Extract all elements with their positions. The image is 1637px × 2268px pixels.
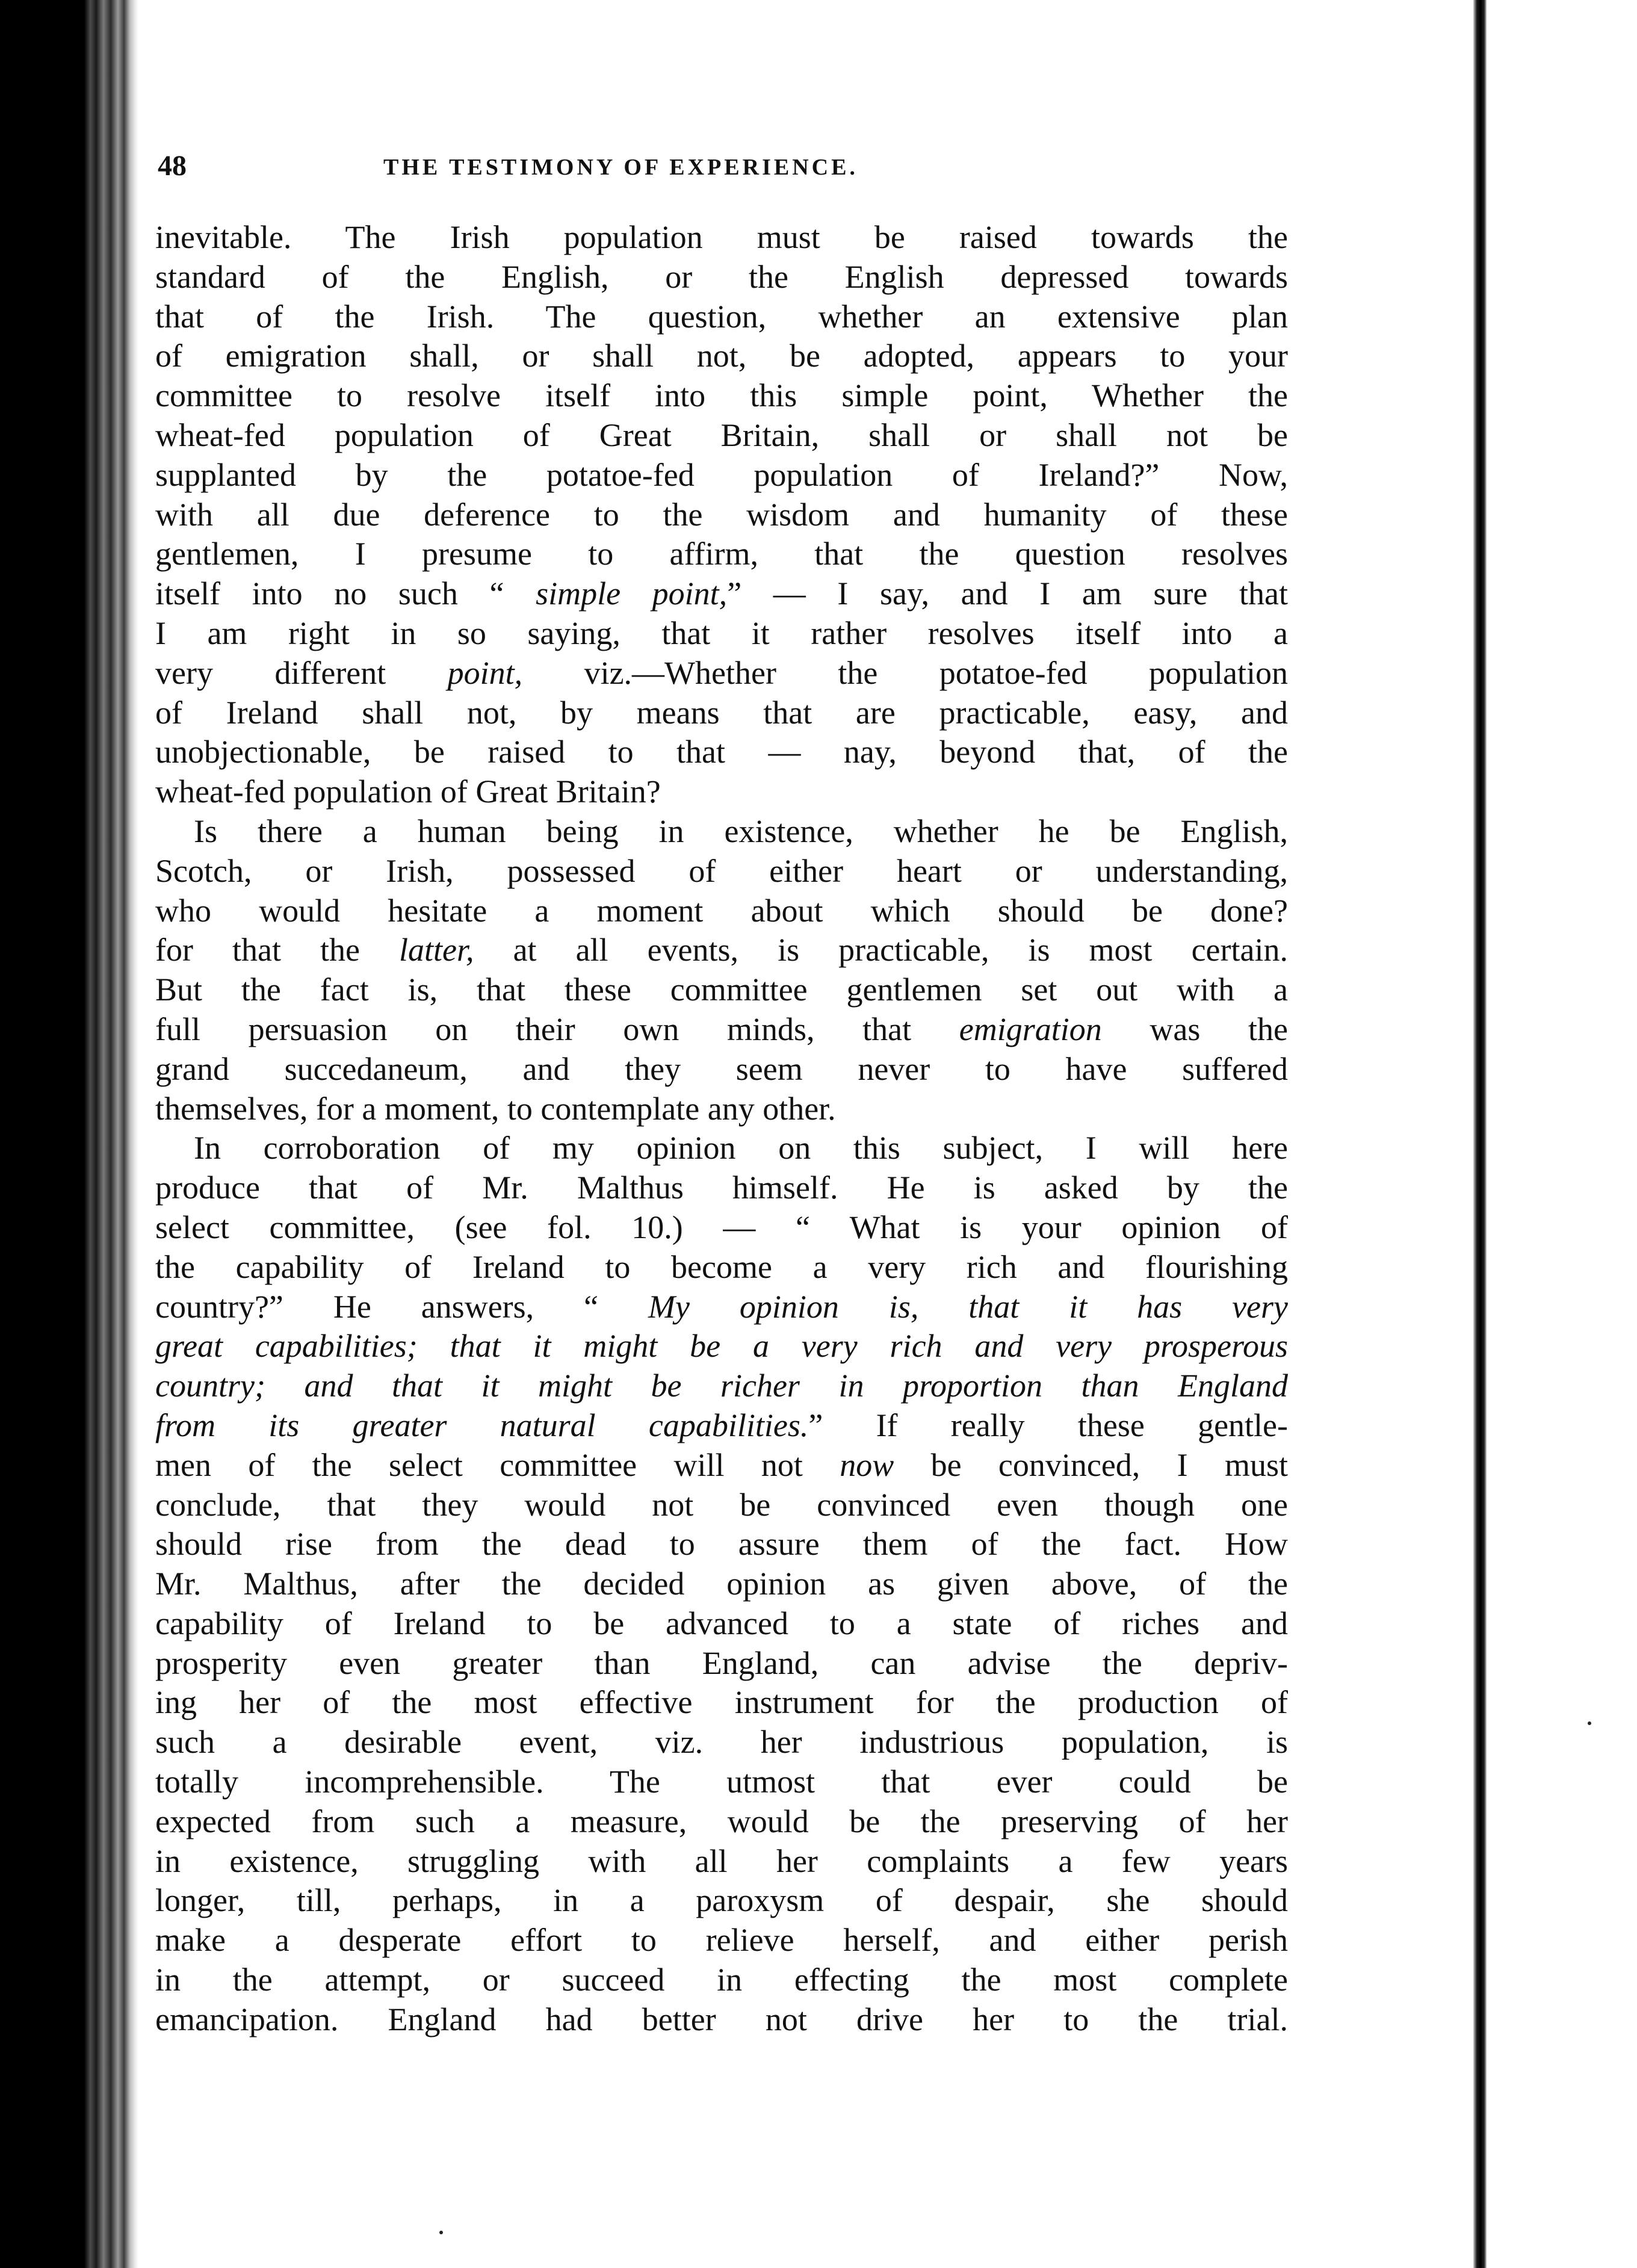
- text-line: standard of the English, or the English depressed towards: [155, 258, 1288, 295]
- text-line: [155, 1010, 1288, 1050]
- text-run: itself into no such “: [155, 575, 536, 612]
- text-line: produce that of Mr. Malthus himself. He is asked by the: [155, 1170, 1288, 1206]
- text-run: full persuasion on their own minds, that: [155, 1011, 959, 1047]
- scan-page-gutter: [1473, 0, 1487, 2268]
- italic-run: great capabilities; that it might be a very rich and very prosperous: [155, 1328, 1288, 1365]
- text-line: [155, 1327, 1288, 1366]
- page-header: [158, 149, 1289, 185]
- text-line: [155, 931, 1288, 970]
- text-line: [155, 1287, 1288, 1327]
- body-text: [155, 218, 1288, 2040]
- text-line: select committee, (see fol. 10.) — “ What is your opinion of: [155, 1209, 1288, 1245]
- text-line: [155, 1366, 1288, 1406]
- text-line: ing her of the most effective instrument for the production of: [155, 1684, 1288, 1721]
- text-run: very different: [155, 654, 448, 691]
- scan-binding-edge: [0, 0, 138, 2268]
- text-run: be convinced, I must: [894, 1446, 1288, 1483]
- page-number: 48: [158, 150, 187, 182]
- italic-run: My opinion is, that it has very: [648, 1288, 1289, 1325]
- text-line: Is there a human being in existence, whether he be English,: [194, 813, 1288, 849]
- text-line: [155, 574, 1288, 614]
- scan-speck: [1588, 1721, 1591, 1725]
- text-line: of Ireland shall not, by means that are practicable, easy, and: [155, 694, 1288, 731]
- text-line: totally incomprehensible. The utmost that ever could be: [155, 1764, 1288, 1800]
- text-run: at all events, is practicable, is most certain.: [474, 932, 1288, 968]
- text-line: longer, till, perhaps, in a paroxysm of despair, she should: [155, 1882, 1288, 1919]
- text-run: viz.—Whether the potatoe-fed population: [522, 654, 1288, 691]
- text-run: country?” He answers, “: [155, 1288, 648, 1325]
- text-line: wheat-fed population of Great Britain?: [155, 773, 661, 810]
- scan-speck: [439, 2231, 443, 2234]
- text-line: conclude, that they would not be convinced even though one: [155, 1486, 1288, 1523]
- italic-run: emigration: [959, 1011, 1102, 1047]
- text-line: make a desperate effort to relieve herself, and either perish: [155, 1922, 1288, 1959]
- text-line: In corroboration of my opinion on this subject, I will here: [194, 1130, 1288, 1167]
- text-line: wheat-fed population of Great Britain, shall or shall not be: [155, 417, 1288, 453]
- text-run: was the: [1101, 1011, 1289, 1047]
- text-run: men of the select committee will not: [155, 1446, 840, 1483]
- text-line: capability of Ireland to be advanced to a state of riches and: [155, 1605, 1288, 1641]
- text-line: [155, 654, 1288, 693]
- italic-run: from its greater natural capabilities.: [155, 1407, 809, 1443]
- text-line: [155, 1446, 1288, 1486]
- text-line: inevitable. The Irish population must be raised towards the: [155, 219, 1288, 255]
- running-head: THE TESTIMONY OF EXPERIENCE.: [383, 155, 858, 180]
- text-line: emancipation. England had better not drive her to the trial.: [155, 2001, 1288, 2037]
- text-run: for that the: [155, 932, 400, 968]
- text-line: committee to resolve itself into this simple point, Whether the: [155, 377, 1288, 414]
- italic-run: simple point,: [536, 575, 728, 612]
- text-line: expected from such a measure, would be the preserving of her: [155, 1803, 1288, 1839]
- italic-run: country; and that it might be richer in proportion than England: [155, 1368, 1288, 1404]
- text-line: the capability of Ireland to become a very rich and flourishing: [155, 1248, 1288, 1285]
- italic-run: latter,: [399, 932, 474, 968]
- text-run: ” If really these gentle-: [808, 1407, 1288, 1443]
- text-line: I am right in so saying, that it rather resolves itself into a: [155, 615, 1288, 651]
- text-line: Mr. Malthus, after the decided opinion as given above, of the: [155, 1566, 1288, 1602]
- text-line: unobjectionable, be raised to that — nay, beyond that, of the: [155, 734, 1288, 770]
- text-line: gentlemen, I presume to affirm, that the question resolves: [155, 536, 1288, 572]
- text-line: But the fact is, that these committee gentlemen set out with a: [155, 971, 1288, 1008]
- text-line: in existence, struggling with all her complaints a few years: [155, 1842, 1288, 1879]
- text-line: with all due deference to the wisdom and humanity of these: [155, 496, 1288, 533]
- italic-run: point,: [447, 654, 523, 691]
- text-line: grand succedaneum, and they seem never to have suffered: [155, 1050, 1288, 1087]
- text-line: that of the Irish. The question, whether an extensive plan: [155, 298, 1288, 335]
- text-line: who would hesitate a moment about which should be done?: [155, 892, 1288, 929]
- text-line: should rise from the dead to assure them of the fact. How: [155, 1526, 1288, 1563]
- text-run: ” — I say, and I am sure that: [727, 575, 1288, 612]
- text-line: [155, 1406, 1288, 1446]
- text-line: Scotch, or Irish, possessed of either heart or understanding,: [155, 852, 1288, 889]
- italic-run: now: [840, 1446, 894, 1483]
- text-line: in the attempt, or succeed in effecting the most complete: [155, 1962, 1288, 1998]
- text-line: such a desirable event, viz. her industrious population, is: [155, 1724, 1288, 1761]
- text-line: prosperity even greater than England, can advise the depriv-: [155, 1644, 1288, 1681]
- text-line: themselves, for a moment, to contemplate any other.: [155, 1090, 836, 1127]
- text-line: supplanted by the potatoe-fed population of Ireland?” Now,: [155, 456, 1288, 493]
- text-line: of emigration shall, or shall not, be adopted, appears to your: [155, 338, 1288, 374]
